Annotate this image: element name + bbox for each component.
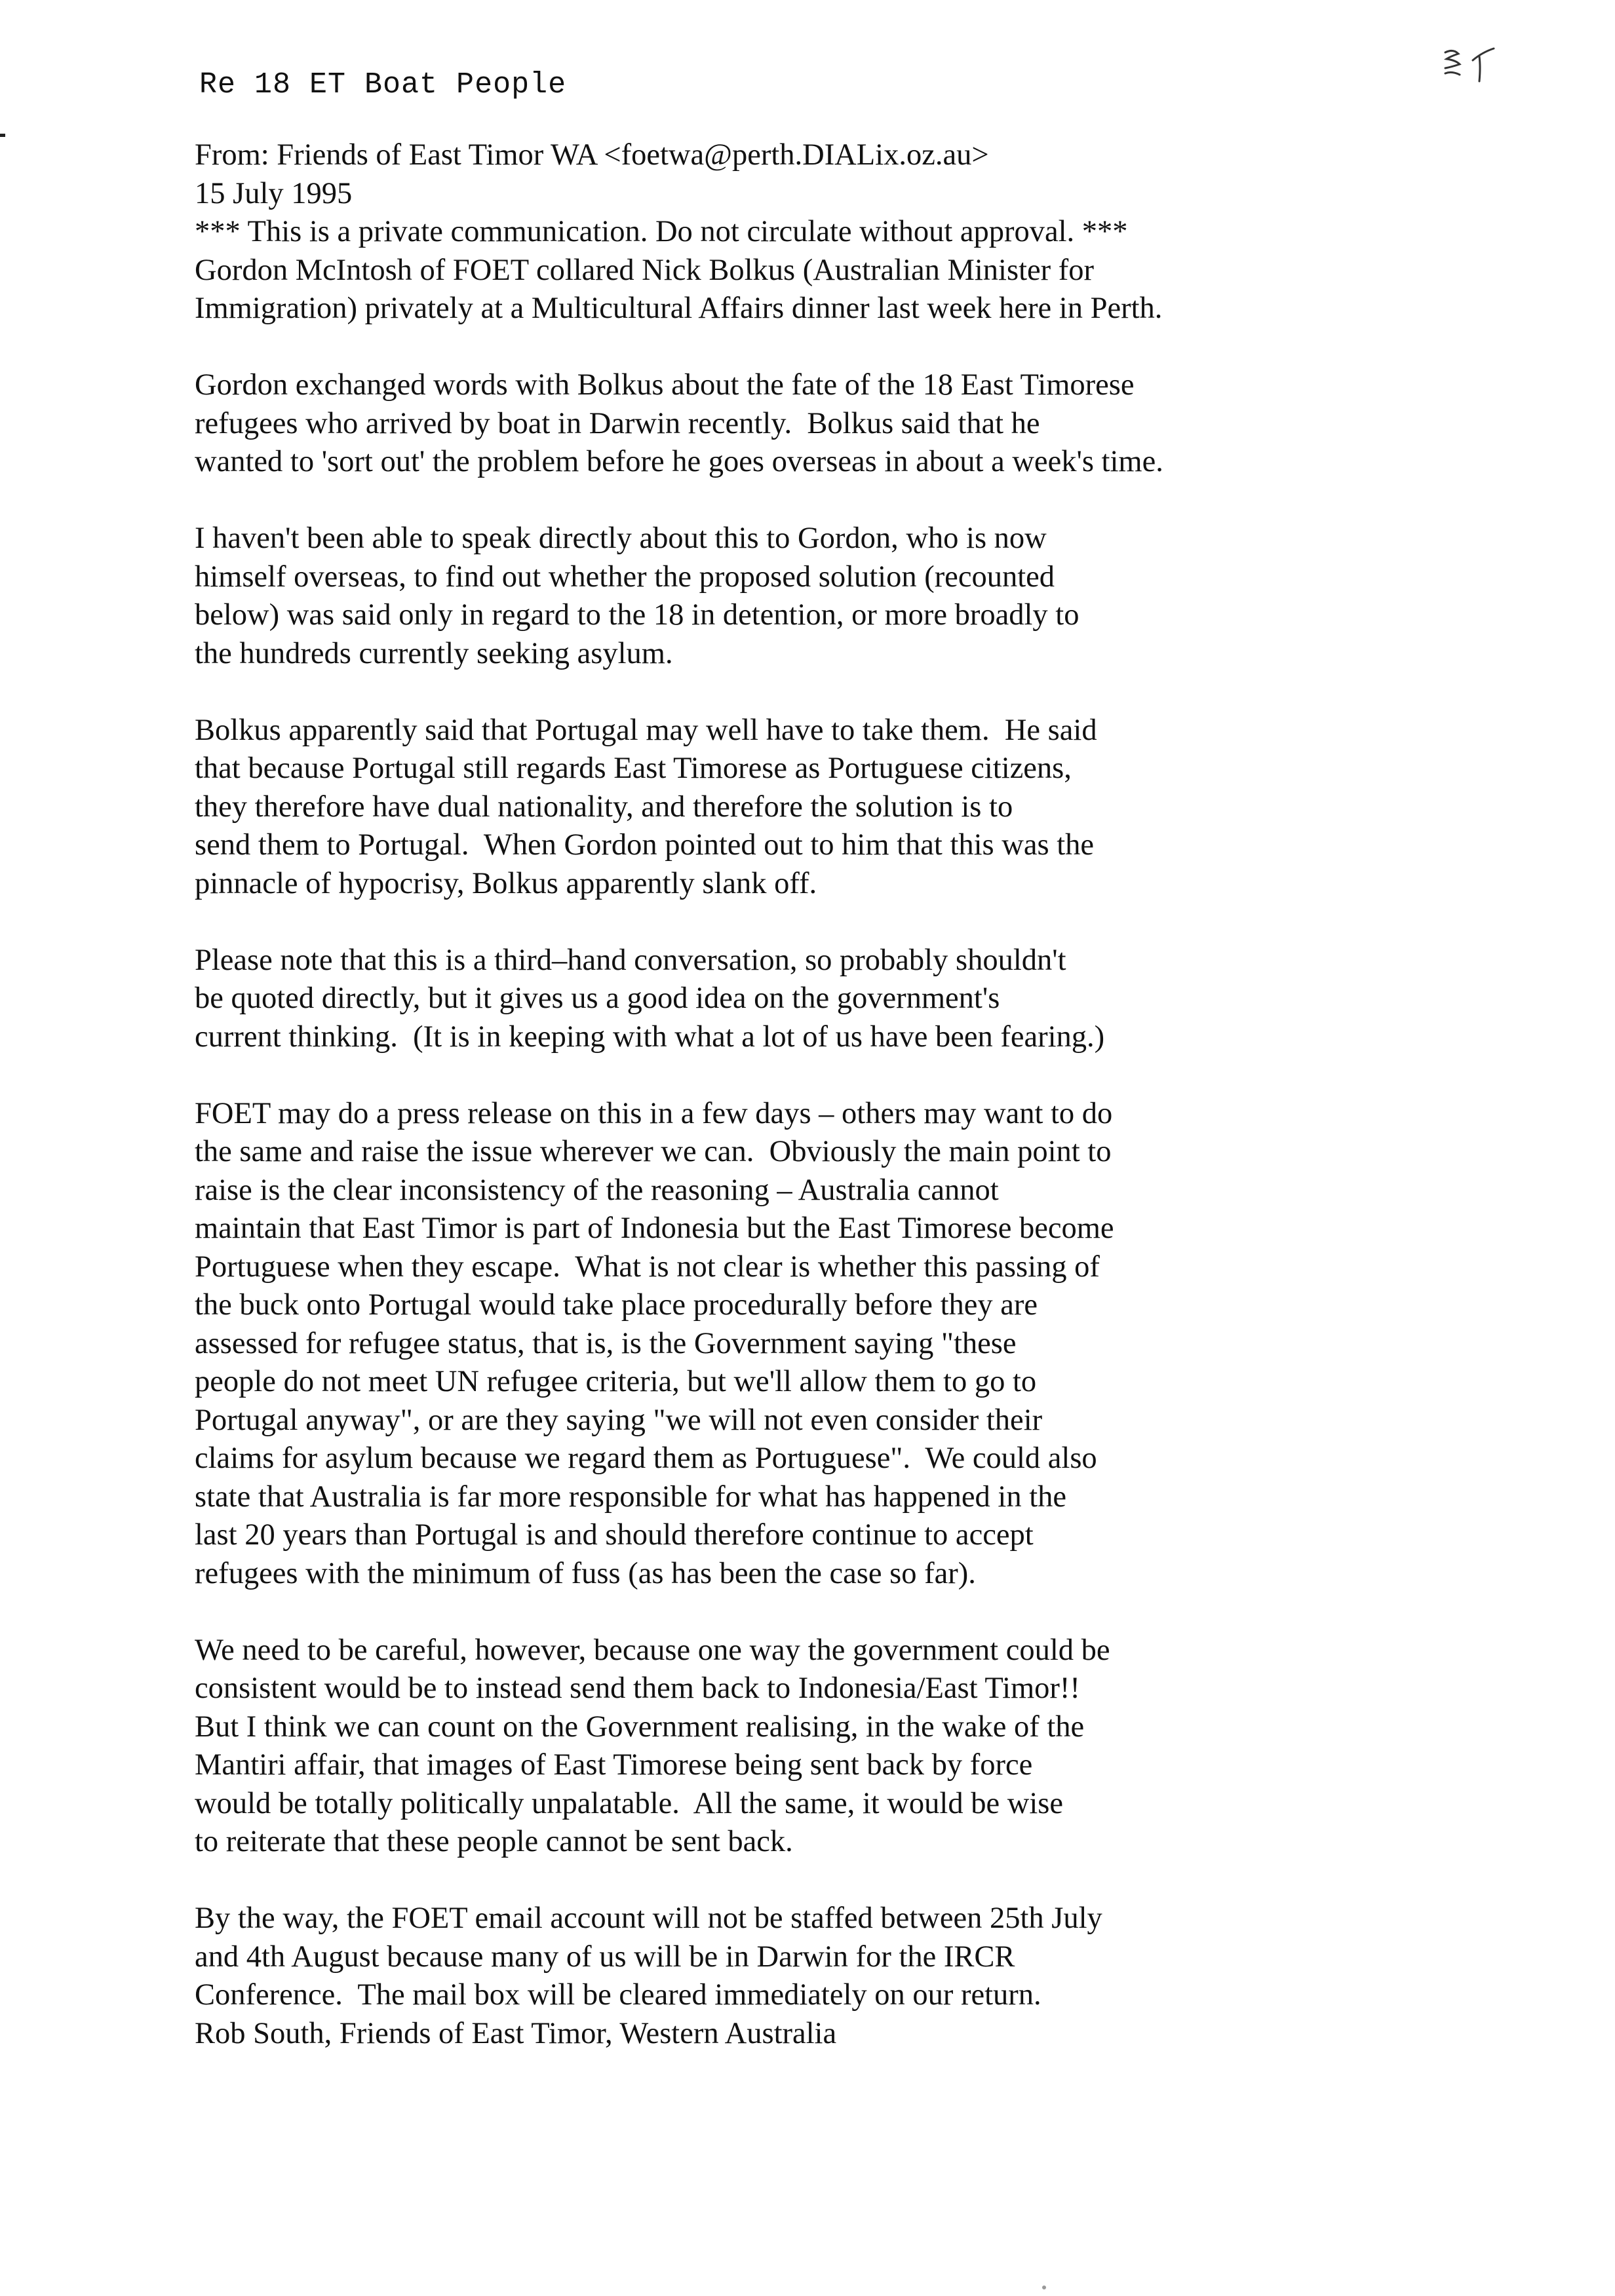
- text-line: people do not meet UN refugee criteria, but we'll allow them to go to: [195, 1365, 1037, 1398]
- message-body: [195, 136, 1506, 2092]
- text-line: Mantiri affair, that images of East Timorese being sent back by force: [195, 1748, 1033, 1782]
- paragraph-third-hand: [195, 942, 1506, 1057]
- message-header: [195, 136, 1506, 328]
- text-line: claims for asylum because we regard them as Portuguese". We could also: [195, 1442, 1097, 1475]
- text-line: the buck onto Portugal would take place procedurally before they are: [195, 1288, 1038, 1322]
- text-line: Portugal anyway", or are they saying "we will not even consider their: [195, 1403, 1043, 1437]
- text-line: would be totally politically unpalatable. All the same, it would be wise: [195, 1786, 1063, 1820]
- text-line: state that Australia is far more responsible for what has happened in the: [195, 1480, 1067, 1514]
- text-line: By the way, the FOET email account will not be staffed between 25th July: [195, 1902, 1102, 1935]
- text-line: they therefore have dual nationality, and therefore the solution is to: [195, 790, 1013, 824]
- text-line: maintain that East Timor is part of Indonesia but the East Timorese become: [195, 1212, 1114, 1245]
- text-line: last 20 years than Portugal is and should therefore continue to accept: [195, 1518, 1034, 1552]
- text-line: Bolkus apparently said that Portugal may well have to take them. He said: [195, 713, 1097, 747]
- text-line: the same and raise the issue wherever we can. Obviously the main point to: [195, 1135, 1112, 1168]
- text-line: himself overseas, to find out whether the proposed solution (recounted: [195, 560, 1055, 594]
- intro-line: Gordon McIntosh of FOET collared Nick Bolkus (Australian Minister for: [195, 253, 1094, 287]
- text-line: But I think we can count on the Government realising, in the wake of the: [195, 1710, 1085, 1744]
- intro-line: Immigration) privately at a Multicultural Affairs dinner last week here in Perth.: [195, 292, 1163, 325]
- text-line: and 4th August because many of us will be in Darwin for the IRCR: [195, 1940, 1015, 1974]
- text-line: Portuguese when they escape. What is not clear is whether this passing of: [195, 1250, 1100, 1284]
- text-line: pinnacle of hypocrisy, Bolkus apparently slank off.: [195, 866, 817, 900]
- paragraph-be-careful: [195, 1632, 1506, 1862]
- scan-speck: [1042, 2286, 1046, 2289]
- text-line: refugees who arrived by boat in Darwin recently. Bolkus said that he: [195, 406, 1040, 440]
- paragraph-signoff: [195, 1900, 1506, 2053]
- text-line: be quoted directly, but it gives us a good idea on the government's: [195, 982, 1000, 1015]
- from-line: From: Friends of East Timor WA <foetwa@perth.DIALix.oz.au>: [195, 138, 989, 172]
- text-line: below) was said only in regard to the 18 in detention, or more broadly to: [195, 598, 1080, 632]
- text-line: consistent would be to instead send them back to Indonesia/East Timor!!: [195, 1672, 1080, 1705]
- subject-line: Re 18 ET Boat People: [199, 68, 567, 102]
- signature-line: Rob South, Friends of East Timor, Western Australia: [195, 2016, 837, 2050]
- paragraph-press-release: [195, 1095, 1506, 1594]
- text-line: refugees with the minimum of fuss (as has been the case so far).: [195, 1556, 976, 1590]
- text-line: wanted to 'sort out' the problem before he goes overseas in about a week's time.: [195, 445, 1163, 478]
- text-line: Conference. The mail box will be cleared immediately on our return.: [195, 1978, 1041, 2012]
- text-line: current thinking. (It is in keeping with what a lot of us have been fearing.): [195, 1020, 1105, 1054]
- text-line: I haven't been able to speak directly about this to Gordon, who is now: [195, 522, 1047, 555]
- handwritten-page-mark: [1439, 45, 1517, 90]
- paragraph-portugal: [195, 712, 1506, 904]
- text-line: FOET may do a press release on this in a few days – others may want to do: [195, 1096, 1113, 1130]
- margin-mark: [0, 134, 5, 137]
- paragraph-bolkus-exchange: [195, 366, 1506, 482]
- paragraph-gap: [195, 328, 1506, 367]
- text-line: send them to Portugal. When Gordon pointed out to him that this was the: [195, 828, 1095, 862]
- text-line: Please note that this is a third–hand conversation, so probably shouldn't: [195, 943, 1066, 977]
- text-line: assessed for refugee status, that is, is the Government saying "these: [195, 1326, 1017, 1360]
- text-line: We need to be careful, however, because one way the government could be: [195, 1633, 1110, 1667]
- private-notice: *** This is a private communication. Do not circulate without approval. ***: [195, 215, 1128, 248]
- text-line: to reiterate that these people cannot be sent back.: [195, 1825, 793, 1858]
- text-line: Gordon exchanged words with Bolkus about the fate of the 18 East Timorese: [195, 368, 1135, 402]
- text-line: that because Portugal still regards East Timorese as Portuguese citizens,: [195, 752, 1072, 785]
- paragraph-unable-to-speak: [195, 520, 1506, 673]
- text-line: raise is the clear inconsistency of the reasoning – Australia cannot: [195, 1173, 999, 1207]
- date-line: 15 July 1995: [195, 176, 353, 210]
- text-line: the hundreds currently seeking asylum.: [195, 636, 673, 670]
